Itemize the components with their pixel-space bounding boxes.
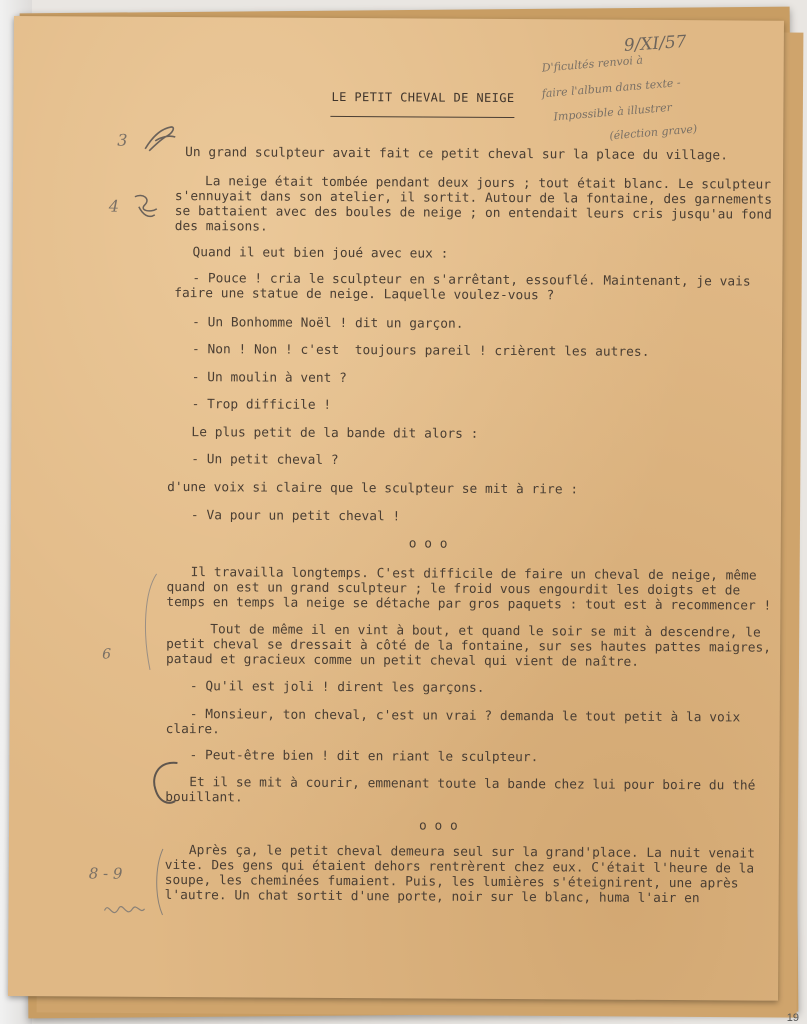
text-line: - Un moulin à vent ?: [191, 370, 347, 387]
scribble-icon: [100, 897, 146, 923]
text-line: d'une voix si claire que le sculpteur se mit à rire :: [167, 479, 579, 498]
scribble-icon: [129, 189, 163, 223]
text-line: quand on est un grand sculpteur ; le froid vous engourdit les doigts et de: [166, 579, 741, 599]
margin-mark-4: 4: [108, 196, 120, 216]
text-line: petit cheval se dressait à côté de la fontaine, sur ses hautes pattes maigres,: [166, 636, 772, 656]
note-line-2: faire l'album dans texte -: [541, 76, 682, 101]
text-line: l'autre. Un chat sortit d'une porte, noir sur le blanc, huma l'air en: [164, 887, 700, 907]
text-line: soupe, les cheminées fumaient. Puis, les lumières s'éteignirent, une après: [164, 872, 739, 892]
text-line: - Un Bonhomme Noël ! dit un garçon.: [192, 315, 464, 332]
section-separator: o o o: [408, 536, 448, 552]
scribble-icon: [141, 121, 181, 155]
text-line: - Pouce ! cria le sculpteur en s'arrêtant, essouflé. Maintenant, je vais: [192, 271, 751, 290]
text-line: Après ça, le petit cheval demeura seul sur la grand'place. La nuit venait: [188, 843, 756, 862]
margin-mark-6: 6: [102, 646, 112, 663]
text-line: bouillant.: [165, 789, 243, 806]
text-line: Il travailla longtemps. C'est difficile de faire un cheval de neige, même: [190, 565, 757, 584]
text-line: faire une statue de neige. Laquelle voulez-vous ?: [174, 285, 555, 304]
text-line: vite. Des gens qui étaient dehors rentrèrent chez eux. C'était l'heure de la: [164, 857, 755, 877]
text-line: Tout de même il en vint à bout, et quand le soir se mit à descendre, le: [210, 622, 761, 641]
note-line-3: Impossible à illustrer: [553, 100, 673, 124]
text-line: se battaient avec des boules de neige ; on entendait leurs cris jusqu'au fond: [174, 203, 772, 223]
title-underline: [330, 116, 514, 118]
text-line: - Va pour un petit cheval !: [190, 508, 401, 525]
text-line: des maisons.: [174, 218, 268, 235]
text-line: claire.: [165, 721, 220, 738]
page-number: 19: [786, 1012, 799, 1024]
margin-bracket-icon: [130, 572, 161, 672]
text-line: - Un petit cheval ?: [191, 452, 339, 468]
text-line: - Peut-être bien ! dit en riant le sculpteur.: [189, 748, 539, 766]
note-line-1: D'ficultés renvoi à: [541, 53, 644, 75]
margin-mark-8-9: 8 - 9: [88, 864, 123, 883]
text-line: - Monsieur, ton cheval, c'est un vrai ? demanda le tout petit à la voix: [189, 707, 741, 726]
date-annotation: 9/XI/57: [623, 31, 688, 56]
text-line: Et il se mit à courir, emmenant toute la bande chez lui pour boire du thé: [189, 775, 756, 794]
page-title: LE PETIT CHEVAL DE NEIGE: [331, 89, 515, 106]
text-line: La neige était tombée pendant deux jours ; tout était blanc. Le sculpteur: [204, 174, 772, 193]
text-line: Quand il eut bien joué avec eux :: [192, 245, 449, 262]
text-line: - Non ! Non ! c'est toujours pareil ! crièrent les autres.: [191, 342, 650, 360]
text-line: s'ennuyait dans son atelier, il sortit. Autour de la fontaine, des garnements: [174, 188, 773, 208]
section-separator: o o o: [419, 818, 458, 834]
text-line: Un grand sculpteur avait fait ce petit cheval sur la place du village.: [185, 145, 729, 164]
text-line: temps en temps la neige se détache par gros paquets : tout est à recommencer !: [166, 594, 772, 614]
text-line: pataud et gracieux comme un petit cheval qui vient de naître.: [166, 651, 640, 670]
text-line: - Qu'il est joli ! dirent les garçons.: [189, 679, 485, 696]
text-line: - Trop difficile !: [191, 397, 332, 413]
margin-mark-3: 3: [117, 130, 128, 150]
text-line: Le plus petit de la bande dit alors :: [191, 425, 479, 442]
note-line-4: (élection grave): [608, 122, 698, 143]
typewritten-page: [8, 16, 784, 1001]
